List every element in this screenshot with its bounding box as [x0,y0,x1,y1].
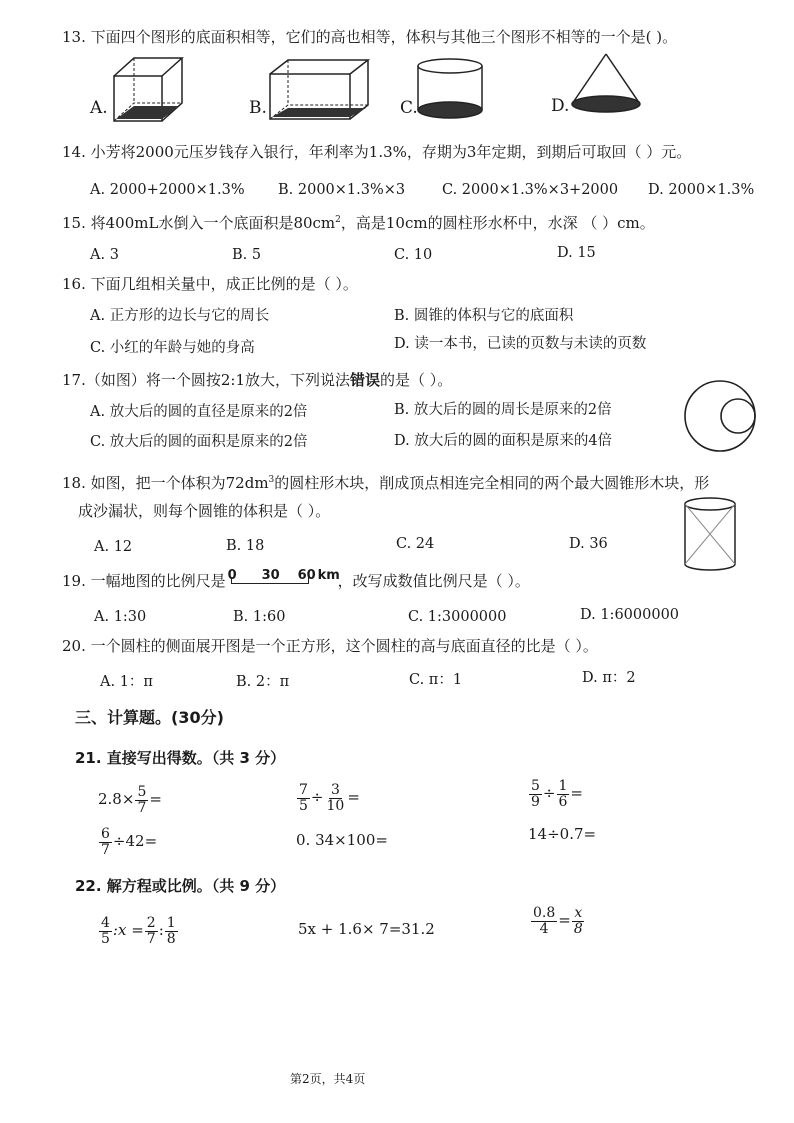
q13-label-b: B. [249,98,267,118]
page-footer: 第2页，共4页 [290,1072,366,1086]
q21-item-4: $\frac{6}{7}$ ÷42= [101,825,158,858]
q13-cylinder-icon [415,56,485,126]
q21-item-3: $\frac{5}{9}$ ÷ $\frac{1}{6}$ = [531,777,583,810]
q18-option-c: C. 24 [396,536,435,552]
q17-option-a: A. 放大后的圆的直径是原来的2倍 [90,404,308,420]
q17-option-d: D. 放大后的圆的面积是原来的4倍 [394,433,613,449]
q14-option-b: B. 2000×1.3%×3 [278,182,406,198]
q18-option-d: D. 36 [569,536,608,552]
q16-option-d: D. 读一本书，已读的页数与未读的页数 [394,336,647,352]
scale-unit: km [317,568,340,583]
q18-line-2: 成沙漏状，则每个圆锥的体积是（ ）。 [78,502,331,520]
scale-tick-60: 60 [297,568,316,583]
q15-text: 15. 将400mL水倒入一个底面积是$80cm^2$，高是10cm的圆柱形水杯中，水深 （ ）cm。 [62,214,655,232]
q20-option-a: A. 1：π [100,674,153,690]
q20-option-d: D. π：2 [582,670,636,686]
q19-option-c: C. 1:3000000 [408,609,507,625]
q19-option-d: D. 1:6000000 [580,607,680,623]
q18-option-a: A. 12 [94,539,133,555]
q19-option-a: A. 1:30 [94,609,147,625]
q14-option-d: D. 2000×1.3% [648,182,755,198]
q21-item-5: 0. 34×100= [296,831,388,849]
q22-equation-1: $\frac{4}{5}$ :x = $\frac{2}{7}$ : $\frac{1}{8}$ [101,914,176,947]
q13-label-c: C. [400,98,418,118]
q15-option-d: D. 15 [557,245,596,261]
q16-option-a: A. 正方形的边长与它的周长 [90,308,270,324]
q22-title: 22. 解方程或比例。（共 9 分） [75,877,286,895]
q14-text: 14. 小芳将2000元压岁钱存入银行，年利率为1.3%，存期为3年定期，到期后可取回（ ）元。 [62,143,692,161]
scale-tick-0: 0 [227,568,237,583]
q17-option-c: C. 放大后的圆的面积是原来的2倍 [90,434,308,450]
q19-text: 19. 一幅地图的比例尺是 0 30 60 km ，改写成数值比例尺是（ ）。 [62,568,530,590]
q16-text: 16. 下面几组相关量中，成正比例的是（ ）。 [62,275,358,293]
q17-circles-figure [682,378,762,458]
q18-option-b: B. 18 [226,538,265,554]
q20-option-c: C. π：1 [409,672,463,688]
q17-emphasis: 错误 [350,371,381,389]
q21-title: 21. 直接写出得数。（共 3 分） [75,749,286,767]
q17-option-b: B. 放大后的圆的周长是原来的2倍 [394,402,612,418]
q21-item-2: $\frac{7}{5}$ ÷ $\frac{3}{10}$ = [299,781,360,814]
q13-cone-icon [566,52,646,122]
q13-label-d: D. [551,96,570,116]
q13-text: 13. 下面四个图形的底面积相等，它们的高也相等，体积与其他三个图形不相等的一个是( )。 [62,28,678,46]
q15-option-a: A. 3 [90,247,119,263]
q18-line-1: 18. 如图，把一个体积为$72dm^3$的圆柱形木块，削成顶点相连完全相同的两个最大圆锥形木块，形 [62,474,710,492]
q13-prism-b-icon [266,56,376,126]
q18-hourglass-figure [682,496,742,576]
q16-option-b: B. 圆锥的体积与它的底面积 [394,308,574,324]
q15-option-b: B. 5 [232,247,262,263]
q20-option-b: B. 2：π [236,674,290,690]
q21-item-1: 2.8× $\frac{5}{7}$ = [98,783,162,816]
q19-scale-bar [226,568,340,591]
q13-label-a: A. [90,98,108,118]
q22-equation-2: 5x + 1.6× 7=31.2 [298,920,435,938]
section-3-title: 三、计算题。(30分) [75,708,224,727]
q16-option-c: C. 小红的年龄与她的身高 [90,340,255,356]
q15-option-c: C. 10 [394,247,433,263]
q19-option-b: B. 1:60 [233,609,286,625]
q14-option-a: A. 2000+2000×1.3% [90,182,245,198]
q17-text: 17.（如图）将一个圆按2:1放大，下列说法错误的是（ ）。 [62,371,453,389]
q13-prism-a-icon [108,56,188,126]
q14-option-c: C. 2000×1.3%×3+2000 [442,182,619,198]
scale-tick-30: 30 [261,568,280,583]
q21-item-6: 14÷0.7= [528,825,597,843]
q20-text: 20. 一个圆柱的侧面展开图是一个正方形，这个圆柱的高与底面直径的比是（ ）。 [62,637,598,655]
q22-equation-3: $\frac{0.8}{4}$ = $\frac{x}{8}$ [533,904,583,937]
